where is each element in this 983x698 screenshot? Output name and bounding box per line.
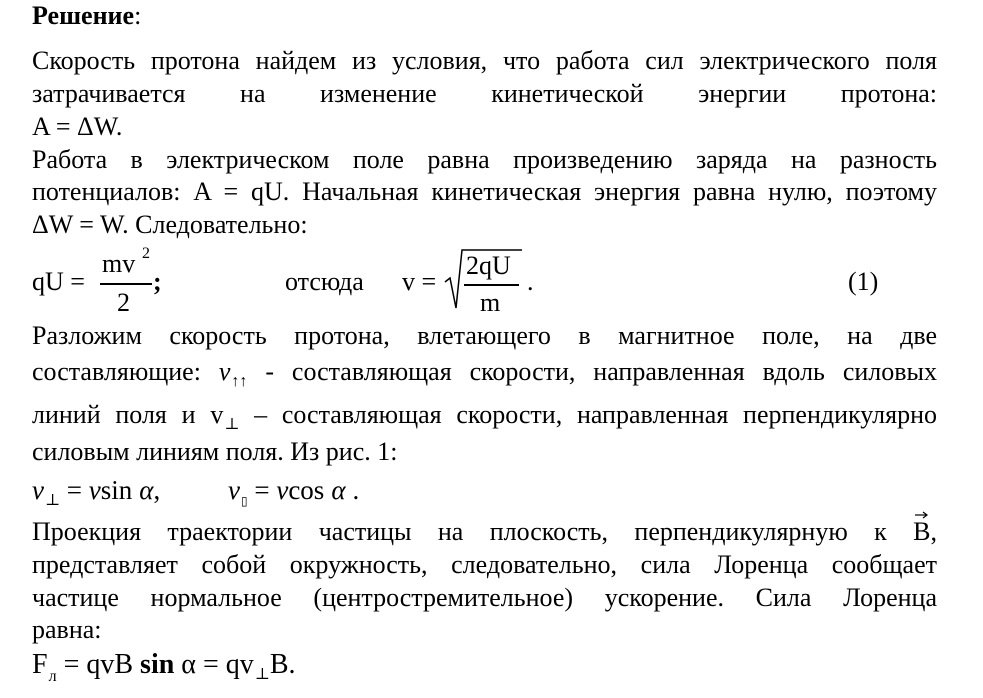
velocity-symbol: v	[276, 475, 289, 505]
line-text: ,	[930, 517, 937, 546]
heading-title: Решение	[32, 1, 135, 30]
paragraph-line: A = ΔW.	[32, 112, 123, 141]
formula-period: .	[527, 267, 534, 296]
vector-letter: B	[913, 517, 931, 546]
line-text: Проекция траектории частицы на плоскость, перпендикулярную к	[32, 517, 914, 546]
angle-symbol: α	[139, 475, 154, 505]
equals-sign: =	[66, 475, 83, 505]
field-symbol: B	[269, 649, 289, 680]
vector-arrow-icon	[914, 511, 929, 519]
paragraph-line	[32, 516, 937, 548]
formula-punctuation: .	[352, 475, 360, 505]
function-name: cos	[288, 475, 325, 505]
equals-sign: =	[254, 475, 270, 505]
paragraph-line	[32, 356, 937, 392]
paragraph-line: представляет собой окружность, следовательно, сила Лоренца сообщает	[32, 550, 937, 579]
paragraph-line: Скорость протона найдем из условия, что работа сил электрического поля	[32, 46, 937, 75]
solution-heading	[32, 0, 937, 32]
formula-punctuation: .	[288, 649, 296, 680]
root-numerator: 2qU	[466, 251, 511, 280]
formula-v-equals: v =	[402, 267, 437, 296]
perpendicular-subscript: ⊥	[254, 666, 270, 683]
formula-term: qv	[225, 649, 254, 680]
heading-colon: :	[134, 1, 142, 30]
line-text: – составляющая скорости, направленная перпендикулярно	[239, 400, 937, 429]
formula-word: отсюда	[285, 267, 364, 296]
perpendicular-subscript: ⊥	[224, 416, 240, 433]
equation-number: (1)	[848, 267, 879, 296]
paragraph-line: потенциалов: A = qU. Начальная кинетическая энергия равна нулю, поэтому	[32, 177, 937, 206]
angle-symbol: α	[181, 649, 196, 680]
formula-lhs: qU =	[32, 267, 85, 296]
magnetic-field-vector	[913, 516, 930, 548]
line-text: - составляющая скорости, направленная вдоль силовых	[247, 357, 938, 386]
numerator-exponent: 2	[142, 245, 150, 262]
force-symbol: F	[32, 649, 48, 680]
formula-term: qvB	[86, 649, 134, 680]
force-subscript: л	[48, 668, 57, 685]
fraction-bar	[100, 283, 152, 285]
parallel-subscript: ↑↑	[231, 373, 248, 390]
paragraph-line: Работа в электрическом поле равна произведению заряда на разность	[32, 145, 937, 174]
root-denominator: m	[480, 288, 501, 317]
function-name: sin	[140, 649, 175, 680]
paragraph-line: Разложим скорость протона, влетающего в магнитное поле, на две	[32, 321, 937, 350]
function-name: sin	[100, 475, 133, 505]
angle-symbol: α	[331, 475, 346, 505]
missing-glyph-subscript: ▯	[240, 494, 248, 508]
equals-sign: =	[63, 649, 80, 680]
formula-punctuation: ,	[153, 475, 161, 505]
formula-parallel-component	[228, 474, 359, 511]
root-fraction-bar	[464, 284, 519, 286]
velocity-symbol: v	[88, 475, 101, 505]
formula-perpendicular-component	[32, 474, 160, 511]
paragraph-line	[32, 399, 937, 435]
paragraph-line: ΔW = W. Следовательно:	[32, 210, 308, 239]
paragraph-line: затрачивается на изменение кинетической энергии протона:	[32, 79, 937, 108]
paragraph-line: равна:	[32, 615, 102, 644]
formula-semicolon: ;	[153, 267, 162, 296]
fraction-denominator: 2	[117, 288, 130, 317]
perpendicular-subscript: ⊥	[44, 492, 61, 509]
fraction-numerator: mv	[102, 249, 136, 278]
line-text: линий поля и	[32, 400, 211, 429]
paragraph-line: силовым линиям поля. Из рис. 1:	[32, 437, 398, 466]
formula-lorentz-force	[32, 648, 296, 686]
velocity-symbol: v	[32, 475, 44, 505]
line-text: составляющие:	[32, 357, 219, 386]
equals-sign: =	[202, 649, 219, 680]
velocity-symbol: v	[228, 475, 240, 505]
velocity-symbol: v	[210, 400, 224, 429]
paragraph-line: частице нормальное (центростремительное) ускорение. Сила Лоренца	[32, 583, 937, 612]
velocity-symbol: v	[218, 357, 231, 386]
